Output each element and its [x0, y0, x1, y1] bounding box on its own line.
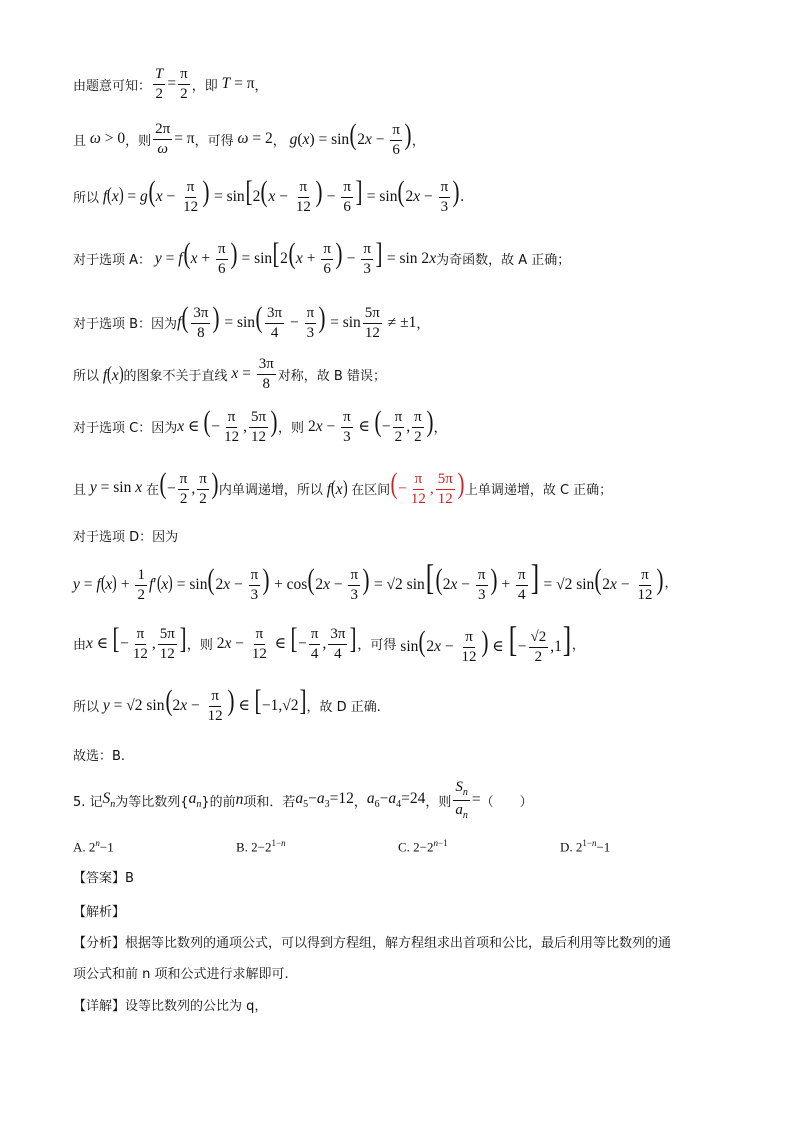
line-8-mid3: 在区间: [351, 482, 391, 498]
line-1-prefix: 由题意可知：: [73, 78, 152, 94]
line-3-prefix: 所以: [73, 190, 100, 206]
line-6-mid: 的图象不关于直线: [123, 368, 228, 384]
line-12-suffix: ，故 D 正确.: [306, 699, 381, 715]
solution-line-1: 由题意可知： $\frac{T}{2}$ = $\frac{\pi}{2}$ ，即 T = π ，: [73, 65, 268, 102]
line-6-suffix: 对称，故 B 错误；: [277, 368, 386, 384]
line-2-prefix: 且: [73, 133, 87, 149]
solution-line-6: 所以 f(x) 的图象不关于直线 x = $\frac{3\pi}{8}$ 对称，故 B 错误；: [73, 355, 386, 392]
option-b: B. $2-2^{1-n}$: [236, 838, 286, 855]
line-4-suffix: 为奇函数，故 A 正确；: [436, 252, 571, 268]
line-8-prefix: 且: [73, 482, 87, 498]
option-d: D. $2^{1-n}-1$: [560, 838, 611, 855]
analysis-line-2: 项公式和前 n 项和公式进行求解即可.: [73, 966, 289, 982]
line-9-prefix: 对于选项 D：因为: [73, 529, 179, 545]
solution-line-2: 且 ω > 0 ，则 $\frac{2\pi}{\omega}$ = π ，可得 ω = 2 ， g(x) = sin(2x − $\frac{\pi}{6}$ ) ，: [73, 118, 425, 158]
solution-line-11: 由 x ∈ [− $\frac{\pi}{12}$ , $\frac{5\pi}{12}$ ] ，则 2x − $\frac{\pi}{12}$ ∈ [− $\frac{\pi}{4}$ , $\frac{3\pi}{4}$ ] ，可得 sin(2x − $\frac{\pi}{12}$ ) ∈ [− $\frac{√2}{2}$ ,1] ，: [73, 619, 585, 665]
line-11-prefix: 由: [73, 637, 87, 653]
option-c: C. $2-2^{n-1}$: [398, 838, 448, 855]
highlighted-interval: (− $\frac{\pi}{12}$ , $\frac{5\pi}{12}$ ): [390, 467, 465, 507]
line-1-formula: $\frac{T}{2}$ = $\frac{\pi}{2}$: [155, 65, 188, 102]
solution-line-10: y = f(x) + $\frac{1}{2}$ f′(x) = sin(2x − $\frac{\pi}{3}$ ) + cos(2x − $\frac{\pi}{3}$ ) = √2 sin[(2x − $\frac{\pi}{3}$ ) + $\frac{\pi}{4}$ ] = √2 sin(2x − $\frac{\pi}{12}$ ) ，: [73, 557, 678, 603]
solution-line-8: 且 y = sin x 在 (− $\frac{\pi}{2}$ , $\frac{\pi}{2}$ ) 内单调递增，所以 f(x) 在区间 (− $\frac{\pi}{12}$ , $\frac{5\pi}{12}$ ) 上单调递增，故 C 正确；: [73, 467, 613, 507]
answer-label: 【答案】B: [73, 870, 134, 886]
problem-5-stem: 5. 记 $S_n$ 为等比数列{ $a_n$ }的前 n 项和．若 $a_5-a_3=12$ ， $a_6-a_4=24$ ，则 $\frac{S_n}{a_n}$ = （ ）: [73, 778, 533, 821]
detail-line: 【详解】设等比数列的公比为 q，: [73, 998, 268, 1014]
line-6-prefix: 所以: [73, 368, 100, 384]
line-7-prefix: 对于选项 C：因为: [73, 420, 178, 436]
line-12-prefix: 所以: [73, 699, 100, 715]
line-8-suffix: 上单调递增，故 C 正确；: [464, 482, 613, 498]
jiexi-label: 【解析】: [73, 904, 126, 920]
line-8-mid2: 内单调递增，所以: [218, 482, 323, 498]
line-8-mid: 在: [146, 482, 160, 498]
solution-line-12: 所以 y = √2 sin(2x − $\frac{\pi}{12}$ ) ∈ [−1,√2] ，故 D 正确.: [73, 684, 381, 724]
solution-line-4: 对于选项 A： y = f(x + $\frac{\pi}{6}$ ) = sin[2(x + $\frac{\pi}{6}$ ) − $\frac{\pi}{3}$ ] = sin 2x 为奇函数，故 A 正确；: [73, 237, 571, 277]
solution-conclusion: 故选：B.: [73, 748, 126, 764]
option-a: A. $2^n-1$: [73, 838, 114, 855]
solution-line-7: 对于选项 C：因为 x ∈ (− $\frac{\pi}{12}$ , $\frac{5\pi}{12}$ ) ，则 2x − $\frac{\pi}{3}$ ∈ (− $\frac{\pi}{2}$ , $\frac{\pi}{2}$ ) ，: [73, 405, 447, 445]
solution-line-9: [73, 523, 178, 547]
solution-line-3: 所以 f(x) = g(x − $\frac{\pi}{12}$ ) = sin[2(x − $\frac{\pi}{12}$ ) − $\frac{\pi}{6}$ ] = sin(2x − $\frac{\pi}{3}$ ).: [73, 175, 465, 215]
solution-line-5: 对于选项 B：因为 f( $\frac{3\pi}{8}$ ) = sin( $\frac{3\pi}{4}$ − $\frac{\pi}{3}$ ) = sin $\frac{5\pi}{12}$ ≠ ±1 ，: [73, 301, 430, 341]
line-4-prefix: 对于选项 A：: [73, 252, 152, 268]
analysis-line-1: 【分析】根据等比数列的通项公式，可以得到方程组，解方程组求出首项和公比，最后利用等比数列的通: [73, 935, 672, 951]
line-5-prefix: 对于选项 B：因为: [73, 316, 178, 332]
